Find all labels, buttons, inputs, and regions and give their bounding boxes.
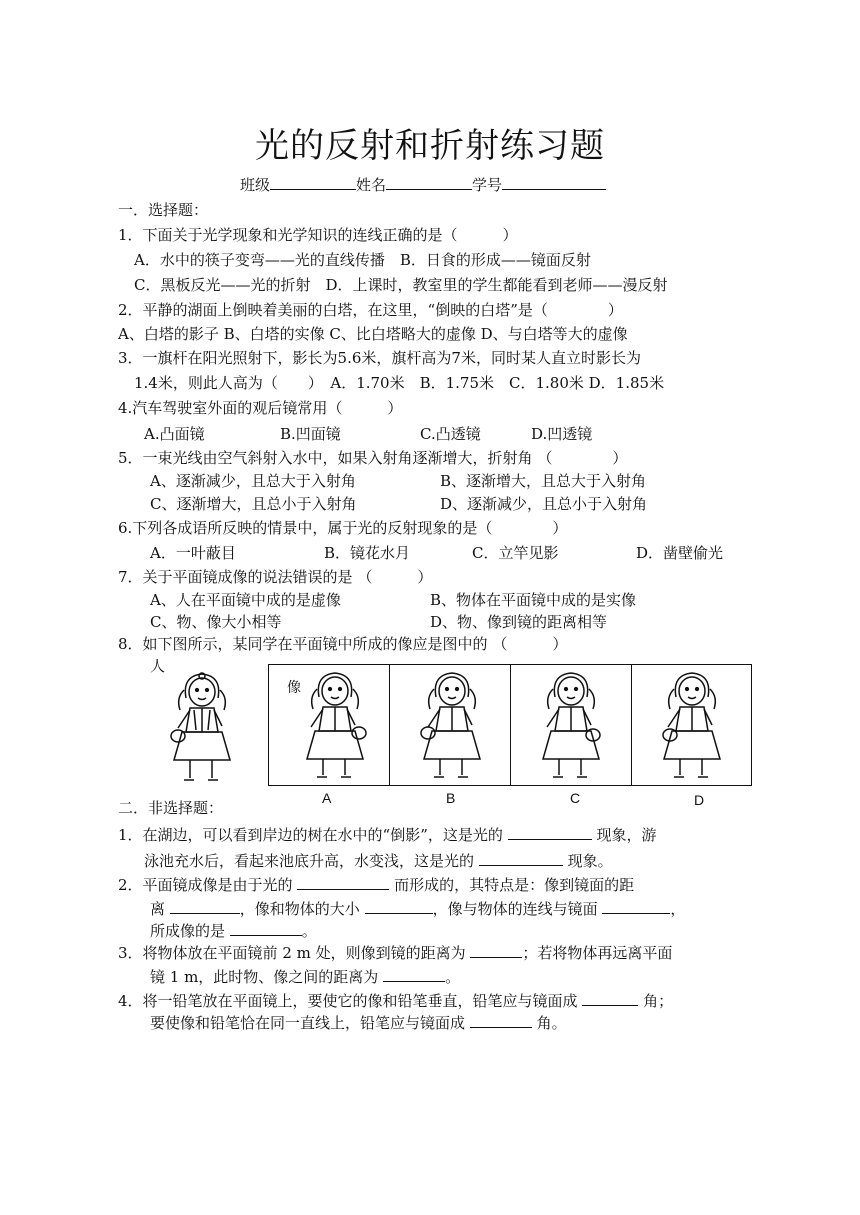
q7-option-a: A、人在平面镜中成的是虚像 xyxy=(150,591,341,609)
q4-option-a: A.凸面镜 xyxy=(144,425,205,443)
figure-b-icon xyxy=(410,667,494,783)
figure-c-icon xyxy=(529,667,613,783)
q7-option-c: C、物、像大小相等 xyxy=(150,613,282,631)
q6-option-a: A．一叶蔽目 xyxy=(150,544,236,562)
q2-2-text-d: ，像和物体的大小 xyxy=(239,900,360,918)
q2-line-1: A、白塔的影子 B、白塔的实像 C、比白塔略大的虚像 D、与白塔等大的虚像 xyxy=(118,325,628,343)
q2-2-line-1 xyxy=(118,874,634,895)
q2-3-line-1 xyxy=(118,942,672,963)
q2-3-text-b: ；若将物体再远离平面 xyxy=(522,944,673,962)
name-blank[interactable] xyxy=(386,174,472,190)
class-blank[interactable] xyxy=(270,174,356,190)
id-label: 学号 xyxy=(472,176,503,194)
q6-option-c: C．立竿见影 xyxy=(472,544,559,562)
q2-2-text-e: ，像与物体的连线与镜面 xyxy=(432,900,598,918)
q1-line-1: A．水中的筷子变弯——光的直线传播 B．日食的形成——镜面反射 xyxy=(134,251,591,269)
answer-blank[interactable] xyxy=(470,1012,532,1028)
figure-a-icon xyxy=(293,667,377,783)
panel-label-b: B xyxy=(446,790,456,806)
q2-1-line-2 xyxy=(144,850,613,871)
q7-stem: 7．关于平面镜成像的说法错误的是 （ ） xyxy=(118,568,433,586)
q5-stem: 5．一束光线由空气斜射入水中，如果入射角逐渐增大，折射角 （ ） xyxy=(118,449,628,467)
q2-4-line-1 xyxy=(118,990,673,1011)
q2-3-text-d: 。 xyxy=(445,968,461,986)
q1-stem: 1．下面关于光学现象和光学知识的连线正确的是（ ） xyxy=(118,226,518,244)
q4-option-b: B.凹面镜 xyxy=(280,425,341,443)
q4-option-c: C.凸透镜 xyxy=(420,425,481,443)
q3-stem: 3．一旗杆在阳光照射下，影长为5.6米，旗杆高为7米，同时某人直立时影长为 xyxy=(118,349,641,367)
q5-option-d: D、逐渐减少，且总小于入射角 xyxy=(440,495,648,513)
q6-stem: 6.下列各成语所反映的情景中，属于光的反射现象的是（ ） xyxy=(118,519,568,537)
q2-4-text-d: 角。 xyxy=(536,1014,567,1032)
q6-option-d: D．凿壁偷光 xyxy=(636,544,724,562)
panel-c[interactable] xyxy=(511,665,631,785)
q2-2-text-c: 离 xyxy=(150,900,166,918)
section2-heading: 二．非选择题： xyxy=(118,799,224,817)
q2-2-text-f: ， xyxy=(670,900,686,918)
q2-2-text-h: 。 xyxy=(301,922,317,940)
q5-option-b: B、逐渐增大，且总大于入射角 xyxy=(440,472,647,490)
panel-label-c: C xyxy=(570,790,581,806)
q2-2-text-a: 2．平面镜成像是由于光的 xyxy=(118,876,293,894)
answer-blank[interactable] xyxy=(230,920,302,936)
q4-option-d: D.凹透镜 xyxy=(531,425,593,443)
q2-2-line-3 xyxy=(150,920,317,941)
name-label: 姓名 xyxy=(356,176,387,194)
q2-stem: 2．平静的湖面上倒映着美丽的白塔，在这里，“倒映的白塔”是（ ） xyxy=(118,301,623,319)
answer-blank[interactable] xyxy=(170,898,240,914)
q2-2-text-g: 所成像的是 xyxy=(150,922,226,940)
q2-1-text-b: 现象，游 xyxy=(596,826,657,844)
q2-1-line-1 xyxy=(118,824,656,845)
q2-1-text-a: 1．在湖边，可以看到岸边的树在水中的“倒影”，这是光的 xyxy=(118,826,503,844)
q2-4-text-a: 4．将一铅笔放在平面镜上，要使它的像和铅笔垂直，铅笔应与镜面成 xyxy=(118,992,578,1010)
q1-line-2: C．黑板反光——光的折射 D．上课时，教室里的学生都能看到老师——漫反射 xyxy=(134,276,668,294)
q2-4-line-2 xyxy=(150,1012,567,1033)
panel-d[interactable] xyxy=(632,665,750,785)
class-label: 班级 xyxy=(240,176,271,194)
answer-blank[interactable] xyxy=(508,824,592,840)
answer-blank[interactable] xyxy=(365,898,433,914)
person-illustration xyxy=(160,668,244,786)
q2-1-text-c: 泳池充水后，看起来池底升高，水变浅，这是光的 xyxy=(144,852,475,870)
answer-blank[interactable] xyxy=(479,850,563,866)
q2-1-text-d: 现象。 xyxy=(567,852,613,870)
q5-option-c: C、逐渐增大，且总小于入射角 xyxy=(150,495,357,513)
id-blank[interactable] xyxy=(502,174,606,190)
q2-3-text-a: 3．将物体放在平面镜前 2 m 处，则像到镜的距离为 xyxy=(118,944,466,962)
q2-2-line-2 xyxy=(150,898,685,919)
panel-label-a: A xyxy=(322,790,332,806)
q5-option-a: A、逐渐减少，且总大于入射角 xyxy=(150,472,356,490)
panel-a[interactable] xyxy=(269,665,389,785)
q2-4-text-c: 要使像和铅笔恰在同一直线上，铅笔应与镜面成 xyxy=(150,1014,466,1032)
figure-d-icon xyxy=(650,667,734,783)
answer-blank[interactable] xyxy=(582,990,638,1006)
answer-blank[interactable] xyxy=(602,898,670,914)
q8-stem: 8．如下图所示，某同学在平面镜中所成的像应是图中的 （ ） xyxy=(118,635,568,653)
q2-2-text-b: 而形成的，其特点是：像到镜面的距 xyxy=(394,876,635,894)
q6-option-b: B．镜花水月 xyxy=(324,544,411,562)
q3-line-1: 1.4米，则此人高为（ ） A．1.70米 B．1.75米 C．1.80米 D．1.85米 xyxy=(134,374,665,392)
image-label: 像 xyxy=(287,679,301,695)
answer-blank[interactable] xyxy=(470,942,522,958)
panel-label-d: D xyxy=(694,792,705,808)
q4-stem: 4.汽车驾驶室外面的观后镜常用（ ） xyxy=(118,399,403,417)
q7-option-d: D、物、像到镜的距离相等 xyxy=(430,613,608,631)
answer-blank[interactable] xyxy=(297,874,389,890)
q7-option-b: B、物体在平面镜中成的是实像 xyxy=(430,591,637,609)
section1-heading: 一．选择题： xyxy=(118,201,209,219)
answer-blank[interactable] xyxy=(383,966,445,982)
mirror-image-options-figure xyxy=(268,664,752,786)
student-info-line xyxy=(240,174,606,195)
person-label: 人 xyxy=(150,657,166,675)
q2-3-text-c: 镜 1 m，此时物、像之间的距离为 xyxy=(150,968,379,986)
q2-4-text-b: 角； xyxy=(643,992,674,1010)
q2-3-line-2 xyxy=(150,966,460,987)
page-title: 光的反射和折射练习题 xyxy=(255,126,605,166)
panel-b[interactable] xyxy=(390,665,510,785)
